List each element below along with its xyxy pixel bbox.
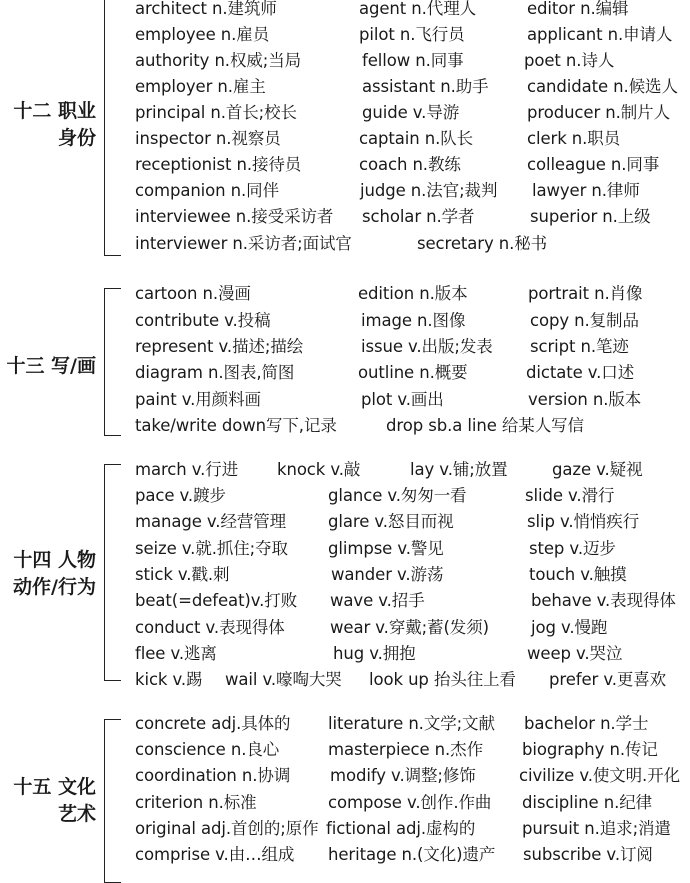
vocab-row [0, 334, 690, 360]
vocab-entry: editor n.编辑 [527, 0, 629, 18]
vocab-entry: represent v.描述;描绘 [135, 337, 304, 356]
vocab-entry: gaze v.疑视 [552, 460, 643, 479]
vocab-entry: slip v.悄悄疾行 [527, 512, 640, 531]
vocab-entry: jog v.慢跑 [531, 618, 608, 637]
vocab-entry: agent n.代理人 [359, 0, 477, 18]
section-title-line2: 身份 [57, 127, 96, 149]
vocab-row [0, 178, 690, 204]
vocab-entry: guide v.导游 [362, 103, 460, 122]
vocab-row [0, 509, 690, 535]
vocab-row [0, 74, 690, 100]
vocab-entry: conduct v.表现得体 [135, 618, 285, 637]
vocab-row [0, 763, 690, 789]
vocab-entry: touch v.触摸 [529, 565, 627, 584]
vocab-entry: plot v.画出 [361, 390, 444, 409]
vocab-entry: pace v.踱步 [135, 486, 226, 505]
vocab-entry: masterpiece n.杰作 [328, 740, 483, 759]
vocab-entry: lay v.铺;放置 [410, 460, 508, 479]
vocab-entry: copy n.复制品 [530, 311, 639, 330]
vocab-row [0, 816, 690, 842]
vocab-entry: wear v.穿戴;蓄(发须) [330, 618, 489, 637]
vocab-entry: clerk n.职员 [527, 129, 621, 148]
vocab-row [0, 667, 690, 693]
vocab-entry: knock v.敲 [277, 460, 361, 479]
vocab-row [0, 641, 690, 667]
vocab-entry: image n.图像 [361, 311, 466, 330]
vocab-entry: employee n.雇员 [135, 25, 270, 44]
vocab-entry: pilot n.飞行员 [359, 25, 465, 44]
vocab-entry: heritage n.(文化)遗产 [328, 845, 496, 864]
vocab-entry: manage v.经营管理 [135, 512, 287, 531]
vocab-row [0, 457, 690, 483]
vocab-entry: subscribe v.订阅 [523, 845, 653, 864]
vocab-row [0, 48, 690, 74]
vocab-entry: producer n.制片人 [527, 103, 670, 122]
vocab-entry: biography n.传记 [522, 740, 658, 759]
vocab-entry: compose v.创作.作曲 [328, 793, 492, 812]
vocab-entry: judge n.法官;裁判 [360, 181, 498, 200]
vocab-entry: conscience n.良心 [135, 740, 280, 759]
vocab-entry: wail v.嚎啕大哭 [225, 670, 342, 689]
vocab-row [0, 588, 690, 614]
vocab-entry: paint v.用颜料画 [135, 390, 261, 409]
vocab-entry: concrete adj.具体的 [135, 714, 291, 733]
vocab-entry: lawyer n.律师 [532, 181, 640, 200]
vocab-entry: diagram n.图表,简图 [135, 363, 295, 382]
vocab-entry: criterion n.标准 [135, 793, 257, 812]
vocab-entry: secretary n.秘书 [417, 234, 548, 253]
vocab-entry: version n.版本 [528, 390, 642, 409]
vocab-entry: inspector n.视察员 [135, 129, 281, 148]
vocab-row [0, 615, 690, 641]
vocab-row [0, 413, 690, 439]
vocab-row [0, 737, 690, 763]
vocab-entry: pursuit n.追求;消遣 [522, 819, 671, 838]
vocab-entry: edition n.版本 [358, 284, 468, 303]
vocab-entry: literature n.文学;文献 [328, 714, 495, 733]
vocab-entry: bachelor n.学士 [524, 714, 649, 733]
vocab-entry: behave v.表现得体 [531, 591, 676, 610]
vocab-entry: wander v.游荡 [331, 565, 444, 584]
vocab-row [0, 308, 690, 334]
vocab-entry: stick v.戳.刺 [135, 565, 230, 584]
section-title-line1: 十五 文化 [13, 776, 96, 798]
vocab-entry: outline n.概要 [358, 363, 468, 382]
vocab-row [0, 22, 690, 48]
vocab-entry: employer n.雇主 [135, 77, 266, 96]
vocab-entry: look up 抬头往上看 [369, 670, 516, 689]
vocab-entry: take/write down写下,记录 [135, 416, 337, 435]
vocab-entry: wave v.招手 [330, 591, 425, 610]
vocab-row [0, 790, 690, 816]
vocab-row [0, 711, 690, 737]
vocab-entry: issue v.出版;发表 [361, 337, 493, 356]
vocab-entry: scholar n.学者 [362, 207, 475, 226]
vocab-entry: candidate n.候选人 [527, 77, 678, 96]
vocab-entry: contribute v.投稿 [135, 311, 271, 330]
vocab-entry: script n.笔迹 [530, 337, 629, 356]
vocab-entry: interviewer n.采访者;面试官 [135, 234, 352, 253]
section-title-line2: 艺术 [57, 803, 96, 825]
vocab-entry: glance v.匆匆一看 [328, 486, 467, 505]
vocab-entry: hug v.拥抱 [333, 644, 416, 663]
vocab-entry: civilize v.使文明.开化 [519, 766, 681, 785]
vocab-entry: captain n.队长 [359, 129, 474, 148]
vocab-row [0, 152, 690, 178]
vocab-row [0, 100, 690, 126]
section-title-line1: 十二 职业 [13, 100, 96, 122]
vocab-entry: drop sb.a line 给某人写信 [386, 416, 584, 435]
vocab-row [0, 360, 690, 386]
section-title-line2: 动作/行为 [13, 576, 96, 598]
section-title-line1: 十四 人物 [13, 549, 96, 571]
vocab-entry: flee v.逃离 [135, 644, 217, 663]
vocab-entry: poet n.诗人 [524, 51, 615, 70]
vocab-entry: kick v.踢 [135, 670, 203, 689]
vocab-row [0, 483, 690, 509]
vocab-row [0, 842, 690, 868]
vocab-row [0, 387, 690, 413]
vocab-entry: march v.行进 [135, 460, 239, 479]
section-title-line1: 十三 写/画 [6, 355, 96, 377]
vocab-entry: authority n.权威;当局 [135, 51, 301, 70]
vocab-row [0, 0, 690, 22]
vocab-entry: slide v.滑行 [525, 486, 615, 505]
vocab-entry: comprise v.由…组成 [135, 845, 295, 864]
vocab-entry: companion n.同伴 [135, 181, 279, 200]
vocab-row [0, 562, 690, 588]
vocab-row [0, 231, 690, 257]
vocab-entry: principal n.首长;校长 [135, 103, 297, 122]
vocab-entry: beat(=defeat)v.打败 [135, 591, 298, 610]
vocab-entry: fictional adj.虚构的 [326, 819, 476, 838]
vocab-row [0, 204, 690, 230]
vocab-entry: original adj.首创的;原作 [135, 819, 319, 838]
vocab-entry: glimpse v.警见 [328, 539, 444, 558]
vocab-entry: step v.迈步 [529, 539, 616, 558]
vocab-entry: discipline n.纪律 [522, 793, 653, 812]
vocab-entry: portrait n.肖像 [528, 284, 643, 303]
vocab-entry: interviewee n.接受采访者 [135, 207, 334, 226]
vocab-entry: coordination n.协调 [135, 766, 291, 785]
vocab-entry: fellow n.同事 [362, 51, 464, 70]
vocab-entry: receptionist n.接待员 [135, 155, 302, 174]
vocab-entry: architect n.建筑师 [135, 0, 277, 18]
vocab-entry: dictate v.口述 [526, 363, 635, 382]
vocab-entry: glare v.怒目而视 [328, 512, 454, 531]
vocab-row [0, 281, 690, 307]
vocab-row [0, 536, 690, 562]
vocab-entry: assistant n.助手 [362, 77, 489, 96]
vocab-entry: seize v.就.抓住;夺取 [135, 539, 288, 558]
vocab-entry: applicant n.申请人 [527, 25, 673, 44]
vocab-row [0, 126, 690, 152]
vocab-entry: prefer v.更喜欢 [549, 670, 667, 689]
vocab-entry: superior n.上级 [530, 207, 651, 226]
vocab-entry: colleague n.同事 [527, 155, 660, 174]
vocab-entry: coach n.教练 [359, 155, 461, 174]
vocab-entry: weep v.哭泣 [527, 644, 623, 663]
vocab-entry: cartoon n.漫画 [135, 284, 251, 303]
vocab-entry: modify v.调整;修饰 [330, 766, 476, 785]
